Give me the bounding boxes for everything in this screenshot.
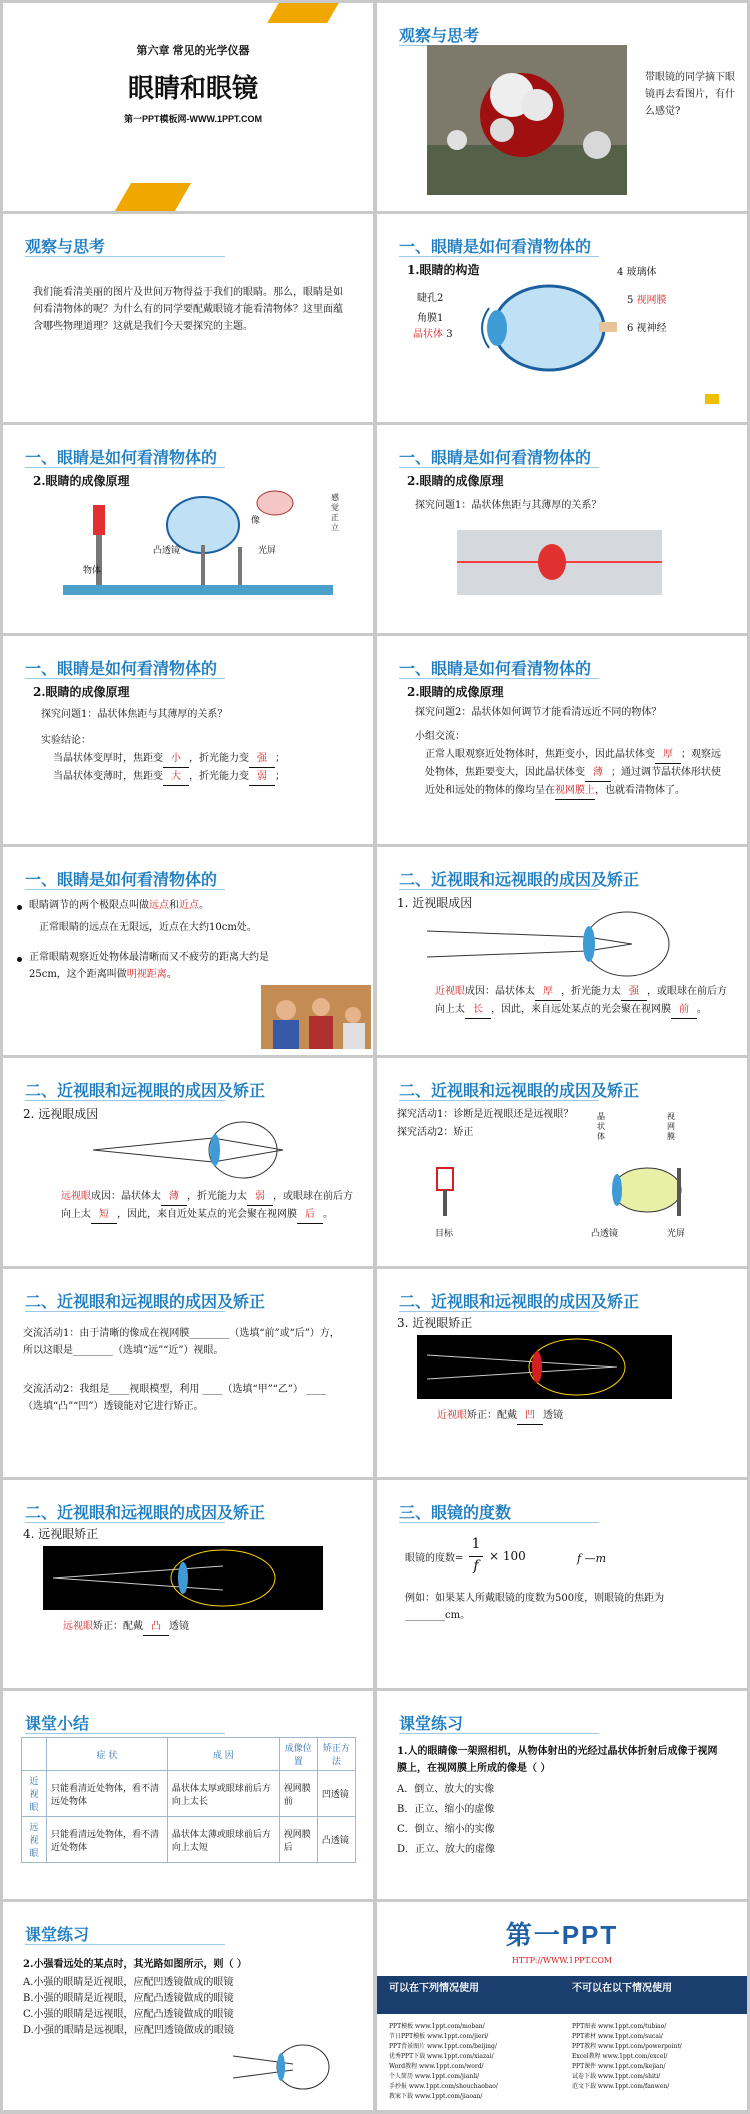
links-left	[389, 2022, 564, 2102]
rose-photo	[427, 45, 627, 195]
option-c[interactable]: C.小强的眼睛是远视眼，应配凸透镜做成的眼镜	[23, 2009, 234, 2020]
conclusion-row-2: 当晶状体变薄时，焦距变 大 ，折光能力变 弱 ；	[53, 768, 285, 786]
subheading: 1.眼睛的构造	[407, 263, 480, 277]
deco-bar	[267, 3, 339, 23]
label-retina-num: 5	[627, 295, 634, 306]
students-photo	[261, 985, 371, 1049]
slide-far-near-point[interactable]	[3, 847, 373, 1055]
subheading: 2.眼睛的成像原理	[33, 685, 130, 699]
heading-underline	[25, 1522, 225, 1523]
label-retina: 视网膜	[636, 295, 667, 306]
subheading: 4. 远视眼矫正	[23, 1527, 99, 1541]
table-row	[22, 1771, 356, 1817]
allowed-heading: 可以在下列情况使用	[389, 1983, 479, 1994]
label-screen: 光屏	[258, 546, 277, 556]
slide-heading: 观察与思考	[399, 28, 480, 45]
slide-exercise-2[interactable]	[3, 1902, 373, 2110]
slide-heading: 一、眼睛是如何看清物体的	[25, 872, 218, 889]
myopia-fix-text: 近视眼矫正：配戴 凹 透镜	[437, 1407, 563, 1425]
label-image: 像	[251, 516, 261, 526]
summary-table	[21, 1737, 356, 1863]
bullet-1: 眼睛调节的两个极限点叫做远点和近点。	[29, 900, 209, 911]
slide-lens-conclusion[interactable]	[3, 636, 373, 844]
formula-unit: f —m	[577, 1552, 606, 1565]
row-label: 远视眼	[22, 1817, 47, 1863]
label-screen: 光屏	[667, 1229, 686, 1239]
heading-underline	[25, 1311, 225, 1312]
subheading: 2.眼睛的成像原理	[33, 474, 130, 488]
header-cell: 成像位置	[279, 1738, 317, 1771]
myopia-text: 近视眼成因：晶状体太 厚 ，折光能力太 强 ，或眼球在前后方向上太 长 ，因此，来自远处某点的光会聚在视网膜 前 。	[435, 983, 735, 1019]
slide-observe-photo[interactable]	[377, 3, 747, 211]
cell-position: 视网膜后	[279, 1817, 317, 1863]
question-text: 1.人的眼睛像一架照相机，从物体射出的光经过晶状体折射后成像于视网膜上，在视网膜上所成的像是（ ）	[397, 1746, 718, 1774]
link-item[interactable]: Excel教程 www.1ppt.com/excel/	[572, 2053, 668, 2060]
slide-discussion[interactable]	[3, 1269, 373, 1477]
heading-underline	[399, 1522, 599, 1523]
slide-hyperopia-correction[interactable]	[3, 1480, 373, 1688]
cell-cause: 晶状体太厚或眼球前后方向上太长	[167, 1771, 279, 1817]
slide-summary[interactable]	[3, 1691, 373, 1899]
next-button[interactable]	[705, 394, 719, 404]
link-item[interactable]: 试卷下载 www.1ppt.com/shiti/	[572, 2073, 661, 2080]
table-row	[22, 1817, 356, 1863]
label-perceived: 感觉正立	[331, 493, 339, 532]
slide-heading: 一、眼睛是如何看清物体的	[399, 450, 592, 467]
slide-diagnose-activity[interactable]	[377, 1058, 747, 1266]
discussion-2: 交流活动2：我组是____视眼模型，利用 ____（选填“甲”“乙”） ____（选填“凸”“凹”）透镜能对它进行矫正。	[23, 1384, 327, 1412]
subheading: 2.眼睛的成像原理	[407, 685, 504, 699]
question-1: 探究问题1：晶状体焦距与其薄厚的关系？	[41, 709, 228, 720]
ppt-url[interactable]: HTTP://WWW.1PPT.COM	[511, 1956, 613, 1965]
site-label: 第一PPT模板网-WWW.1PPT.COM	[124, 114, 262, 124]
ppt-logo: 第一PPT	[505, 1920, 619, 1950]
option-d[interactable]: D.小强的眼睛是远视眼，应配凹透镜做成的眼镜	[23, 2025, 234, 2036]
slide-exercise-1[interactable]	[377, 1691, 747, 1899]
slide-heading: 课堂小结	[25, 1716, 90, 1733]
link-item[interactable]: PPT模板 www.1ppt.com/moban/	[389, 2023, 485, 2030]
bullet-2: 正常眼睛观察近处物体最清晰而又不疲劳的距离大约是25cm，这个距离叫做明视距离。	[29, 952, 269, 980]
header-cell: 症 状	[47, 1738, 168, 1771]
hyperopia-text: 远视眼成因：晶状体太 薄 ，折光能力太 弱 ，或眼球在前后方向上太 短 ，因此，来自近处某点的光会聚在视网膜 后 。	[61, 1188, 361, 1224]
link-item[interactable]: 节日PPT模板 www.1ppt.com/jieri/	[389, 2033, 489, 2040]
slide-observe-text[interactable]	[3, 214, 373, 422]
not-allowed-heading: 不可以在以下情况使用	[572, 1983, 672, 1994]
link-item[interactable]: 手抄报 www.1ppt.com/shouchaobao/	[389, 2083, 498, 2090]
slide-heading: 一、眼睛是如何看清物体的	[25, 450, 218, 467]
heading-underline	[399, 467, 599, 468]
answer-weak: 弱	[249, 768, 275, 786]
label-cornea: 角膜1	[417, 313, 444, 324]
hyperopia-diagram	[93, 1120, 293, 1180]
optical-bench-diagram	[43, 485, 343, 625]
cell-symptom: 只能看清远处物体，看不清近处物体	[47, 1817, 168, 1863]
heading-underline	[25, 1733, 225, 1734]
discussion-paragraph: 正常人眼观察近处物体时，焦距变小，因此晶状体变 厚 ；观察远处物体，焦距要变大，因此晶状体变 薄 ；通过调节晶状体形状使近处和远处的物体的像均呈在视网膜上，也就看清物体了。	[425, 746, 725, 800]
activity-1: 探究活动1：诊断是近视眼还是远视眼？	[397, 1109, 574, 1120]
answer-large: 大	[163, 768, 189, 786]
hyperopia-fix-text: 远视眼矫正：配戴 凸 透镜	[63, 1618, 189, 1636]
option-a[interactable]: A.小强的眼睛是近视眼，应配凹透镜做成的眼镜	[23, 1977, 234, 1988]
slide-title-text: 眼睛和眼镜	[127, 73, 258, 103]
laser-lens-photo	[457, 530, 662, 595]
slide-lens-adjust[interactable]	[377, 636, 747, 844]
option-b[interactable]: B．正立、缩小的虚像	[397, 1804, 495, 1815]
formula-multiplier: × 100	[489, 1549, 526, 1563]
activity-2: 探究活动2：矫正	[397, 1127, 474, 1138]
slide-credits[interactable]	[377, 1902, 747, 2110]
heading-underline	[25, 256, 225, 257]
formula-numerator: 1	[471, 1536, 481, 1552]
formula-label: 眼镜的度数=	[405, 1553, 464, 1564]
bullet	[17, 905, 22, 910]
intro-paragraph: 我们能看清美丽的图片及世间万物得益于我们的眼睛。那么，眼睛是如何看清物体的呢？为什么有的同学要配戴眼镜才能看清物体？这里面蕴含哪些物理道理？这就是我们今天要探究的主题。	[33, 287, 343, 332]
heading-underline	[399, 1311, 599, 1312]
label-vitreous: 4 玻璃体	[617, 267, 657, 278]
slide-lens-experiment[interactable]	[377, 425, 747, 633]
label-optic-nerve: 6 视神经	[627, 323, 667, 334]
label-object: 物体	[83, 566, 102, 576]
label-target: 目标	[435, 1229, 454, 1239]
slide-heading: 一、眼睛是如何看清物体的	[25, 661, 218, 678]
slide-heading: 二、近视眼和远视眼的成因及矫正	[25, 1083, 266, 1100]
cell-position: 视网膜前	[279, 1771, 317, 1817]
subheading: 2.眼睛的成像原理	[407, 474, 504, 488]
label-pupil: 睫孔2	[417, 293, 444, 304]
label-convex-lens: 凸透镜	[591, 1229, 619, 1239]
link-item[interactable]: PPT教程 www.1ppt.com/powerpoint/	[572, 2043, 682, 2050]
row-label: 近视眼	[22, 1771, 47, 1817]
label-convex-lens: 凸透镜	[153, 546, 181, 556]
heading-underline	[25, 1100, 225, 1101]
option-a[interactable]: A．倒立、放大的实像	[397, 1784, 495, 1795]
myopia-diagram	[427, 909, 717, 979]
answer-small: 小	[163, 750, 189, 768]
eye-ray-diagram	[233, 2042, 333, 2092]
heading-underline	[399, 256, 599, 257]
formula-denominator: f	[473, 1558, 479, 1574]
option-c[interactable]: C．倒立、缩小的实像	[397, 1824, 495, 1835]
subheading: 1. 近视眼成因	[397, 896, 473, 910]
heading-underline	[399, 1100, 599, 1101]
question-text: 2.小强看远处的某点时，其光路如图所示，则（ ）	[23, 1959, 247, 1970]
example-text: 例如：如果某人所戴眼镜的度数为500度，则眼镜的焦距为________cm。	[405, 1593, 665, 1621]
slide-heading: 三、眼镜的度数	[399, 1505, 512, 1522]
answer-thin: 薄	[585, 764, 611, 782]
answer-strong: 强	[249, 750, 275, 768]
answer-retina: 视网膜上	[555, 782, 595, 800]
discussion-label: 小组交流：	[415, 731, 465, 742]
label-crystal: 晶状体	[597, 1112, 605, 1141]
label-lens-num: 3	[446, 329, 453, 340]
heading-underline	[399, 678, 599, 679]
option-d[interactable]: D．正立、放大的虚像	[397, 1844, 496, 1855]
conclusion-label: 实验结论：	[41, 735, 91, 746]
slide-title[interactable]	[3, 3, 373, 211]
heading-underline	[399, 1733, 599, 1734]
slide-heading: 观察与思考	[25, 239, 106, 256]
heading-underline	[25, 678, 225, 679]
slide-heading: 课堂练习	[25, 1927, 90, 1944]
heading-underline	[25, 1944, 225, 1945]
slide-heading: 二、近视眼和远视眼的成因及矫正	[399, 872, 640, 889]
question-2: 探究问题2：晶状体如何调节才能看清远近不同的物体？	[415, 707, 662, 718]
heading-underline	[25, 889, 225, 890]
link-item[interactable]: PPT素材 www.1ppt.com/sucai/	[572, 2033, 663, 2040]
bullet	[17, 957, 22, 962]
slide-heading: 二、近视眼和远视眼的成因及矫正	[25, 1505, 266, 1522]
slide-heading: 二、近视眼和远视眼的成因及矫正	[399, 1083, 640, 1100]
link-item[interactable]: PPT课件 www.1ppt.com/kejian/	[572, 2063, 666, 2070]
bullet-1-detail: 正常眼睛的远点在无限远，近点在大约10cm处。	[39, 922, 257, 933]
cell-symptom: 只能看清近处物体，看不清远处物体	[47, 1771, 168, 1817]
correction-setup-diagram	[417, 1148, 707, 1228]
heading-underline	[25, 467, 225, 468]
hyperopia-correction-diagram	[43, 1546, 323, 1610]
cell-cause: 晶状体太薄或眼球前后方向上太短	[167, 1817, 279, 1863]
subheading: 3. 近视眼矫正	[397, 1316, 473, 1330]
slide-hyperopia-cause[interactable]	[3, 1058, 373, 1266]
cell-fix: 凹透镜	[317, 1771, 355, 1817]
slide-heading: 二、近视眼和远视眼的成因及矫正	[25, 1294, 266, 1311]
label-lens: 晶状体	[413, 329, 443, 340]
link-item[interactable]: 个人简历 www.1ppt.com/jianli/	[389, 2073, 480, 2080]
slide-myopia-cause[interactable]	[377, 847, 747, 1055]
eye-diagram	[467, 278, 617, 378]
fraction-bar	[469, 1556, 483, 1557]
slide-heading: 一、眼睛是如何看清物体的	[399, 661, 592, 678]
subheading: 2. 远视眼成因	[23, 1107, 99, 1121]
slide-grid	[3, 3, 747, 2110]
slide-heading: 课堂练习	[399, 1716, 464, 1733]
answer-thick: 厚	[655, 746, 681, 764]
slide-imaging-apparatus[interactable]	[3, 425, 373, 633]
heading-underline	[399, 889, 599, 890]
deco-bar	[115, 183, 191, 211]
slide-lens-power[interactable]	[377, 1480, 747, 1688]
cell-fix: 凸透镜	[317, 1817, 355, 1863]
link-item[interactable]: PPT背景图片 www.1ppt.com/beijing/	[389, 2043, 497, 2050]
link-item[interactable]: 范文下载 www.1ppt.com/fanwen/	[572, 2083, 670, 2090]
label-retina: 视网膜	[667, 1112, 675, 1141]
link-item[interactable]: 教案下载 www.1ppt.com/jiaoan/	[389, 2093, 483, 2100]
link-item[interactable]: PPT图表 www.1ppt.com/tubiao/	[572, 2023, 667, 2030]
discussion-1: 交流活动1：由于清晰的像成在视网膜________（选填“前”或“后”）方，所以这眼是________（选填“远”“近”）视眼。	[23, 1328, 340, 1356]
chapter-label: 第六章 常见的光学仪器	[136, 45, 250, 57]
slide-heading: 一、眼睛是如何看清物体的	[399, 239, 592, 256]
myopia-correction-diagram	[417, 1335, 672, 1399]
link-item[interactable]: Word教程 www.1ppt.com/word/	[389, 2063, 484, 2070]
observe-question: 带眼镜的同学摘下眼镜再去看图片，有什么感觉?	[645, 72, 735, 117]
slide-eye-structure[interactable]	[377, 214, 747, 422]
header-cell: 矫正方法	[317, 1738, 355, 1771]
header-cell: 成 因	[167, 1738, 279, 1771]
conclusion-row-1: 当晶状体变厚时，焦距变 小 ，折光能力变 强 ；	[53, 750, 285, 768]
slide-myopia-correction[interactable]	[377, 1269, 747, 1477]
question-1: 探究问题1：晶状体焦距与其薄厚的关系？	[415, 500, 602, 511]
table-header-row	[22, 1738, 356, 1771]
links-right	[572, 2022, 742, 2092]
option-b[interactable]: B.小强的眼睛是近视眼，应配凸透镜做成的眼镜	[23, 1993, 234, 2004]
link-item[interactable]: 优秀PPT下载 www.1ppt.com/xiazai/	[389, 2053, 494, 2060]
slide-heading: 二、近视眼和远视眼的成因及矫正	[399, 1294, 640, 1311]
